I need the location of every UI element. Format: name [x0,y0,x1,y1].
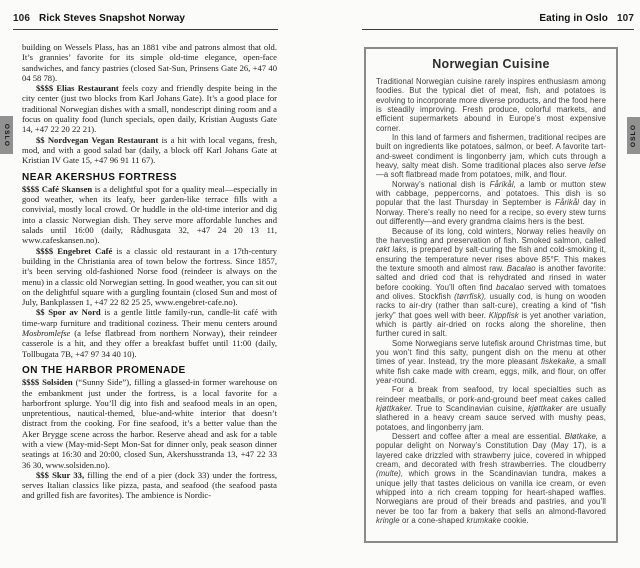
body-paragraph: Dessert and coffee after a meal are essential. Bløtkake, a popular delight on Norway’s Constitution Day (May 17), is a layered cake drizzled with strawberry juice, covered in whipped cream, and decorated with fresh strawberries. The cloudberry (multe), which grows in the Scandinavian tundra, makes a unique jelly that tastes delicious on vanilla ice cream, or even whipped into a rich cream topping for heart-shaped waffles. Norwegians are proud of their breads and pastries, and you’ll never be too far from a bakery that sells an almond-flavored kringle or a cone-shaped krumkake cookie. [376,432,606,526]
body-paragraph: $$ Nordvegan Vegan Restaurant is a hit with local vegans, fresh, mod, and with a good salad bar (daily, a block off Karl Johans Gate at Kristian IV Gate 15, +47 96 91 11 67). [22,134,278,166]
body-paragraph: Traditional Norwegian cuisine rarely inspires enthusiasm among foodies. But the typical diet of meat, fish, and potatoes is evolving to incorporate more diverse products, and the food here is steadily improving. Fresh produce, colorful markets, and efficient supermarkets abound in Europe’s most expensive corner. [376,77,606,133]
sidebar-body [376,77,606,526]
chapter-running-title: Eating in Oslo [539,13,608,24]
body-paragraph: $$$$ Café Skansen is a delightful spot for a quality meal—especially in good weather, when its leafy, beer garden-like terrace fills with a convivial, mostly local crowd. Or huddle in the old-time interior and dig into a classic Norwegian dish. They serve more affordable lunches and salads until 16:00 (daily, Rådhusgata 32, +47 24 20 13 11, www.cafeskansen.no). [22,183,277,246]
body-paragraph: $$ Spor av Nord is a gentle little family-run, candle-lit café with time-warp furniture and traditional coziness. Their menu centers around Mosbromlefse (a lefse flatbread from northern Norway), their reindeer casserole is a hit, and they offer a breakfast buffet until 11:00 (daily, Tollbugata 7B, +47 97 34 40 10). [22,307,277,359]
left-body-column [22,42,277,501]
page-header-right [362,13,634,30]
body-paragraph: Some Norwegians serve lutefisk around Christmas time, but you won’t find this salty, pungent dish on the menu at other times of year. Instead, try the more pleasant fiskekake, a small white fish cake made with cream, eggs, milk, and flour, on offer year-round. [376,338,606,385]
body-paragraph: $$$ Skur 33, filling the end of a pier (dock 33) under the fortress, serves Italian classics like pizza, pasta, and seafood (the seafood pasta and grilled fish are favorites). The ambience is Nordic- [22,469,277,501]
body-paragraph: Because of its long, cold winters, Norway relies heavily on the harvesting and preservation of fish. Smoked salmon, called røkt laks, is prepared by salt-curing the fish and cold-smoking it, ensuring the temperature never rises above 85°F. This makes the texture smooth and almost raw. Bacalao is another favorite: salted and dried cod that is rehydrated and rinsed in water before cooking. You’ll often find bacalao served with tomatoes and olives. Stockfish (tørrfisk), usually cod, is hung on wooden racks to air-dry (rather than salt-cure), creating a kind of “fish jerky” that goes well with beer. Klippfisk is yet another variation, which is partly air-dried on rocks along the shoreline, then further cured in salt. [376,226,606,339]
body-paragraph: $$$$ Elias Restaurant feels cozy and friendly despite being in the city center (just two blocks from Karl Johans Gate). It’s a good place for traditional Norwegian dishes with a small, nondescript dining room and a focus on quality food (lunch specials, open daily, Kristian Augusts Gate 14, +47 22 20 22 21). [22,83,277,135]
norwegian-cuisine-sidebar [364,47,618,543]
book-title: Rick Steves Snapshot Norway [39,13,186,24]
page-number-left: 106 [13,13,30,24]
body-paragraph: In this land of farmers and fishermen, traditional recipes are built on ingredients like potatoes, salmon, or beef. A favorite tart-and-sweet condiment is lingonberry jam, which cuts through a heavy, salty meat dish. Some traditional places also serve lefse—a soft flatbread made from potatoes, milk, and flour. [376,133,606,180]
chapter-tab-label-left: OSLO [3,123,10,147]
chapter-tab-label-right: OSLO [630,123,637,148]
page-header-left [13,13,278,30]
body-paragraph: $$$$ Engebret Café is a classic old restaurant in a 17th-century building in the Christiania area of town below the fortress. Since 1857, it’s been serving old-fashioned Norse food (reindeer is always on the menu) in a classic old Norwegian setting. In good weather, you can sit out on the delightful square with a gurgling fountain (closed Sun and most of July, Bankplassen 1, +47 22 82 25 25, www.engebret-cafe.no). [22,245,277,308]
body-paragraph: building on Wessels Plass, has an 1881 vibe and patrons almost that old. It’s grannies’ favorite for its simple old-time elegance, open-face sandwiches, and fancy pastries (closed Sat-Sun, Prinsens Gate 26, +47 40 04 58 78). [22,42,277,83]
page-number-right: 107 [617,13,634,24]
body-paragraph: Norway’s national dish is Fårikål, a lamb or mutton stew with cabbage, peppercorns, and potatoes. This dish is so popular that the last Thursday in September is Fårikål day in Norway. There’s really no need for a recipe, so every stew turns out differently—and every grandma claims hers is the best. [376,179,606,227]
chapter-tab-left [0,116,13,154]
page-right [320,0,640,568]
chapter-tab-right [627,117,640,154]
section-heading: ON THE HARBOR PROMENADE [22,364,186,376]
section-heading: NEAR AKERSHUS FORTRESS [22,171,178,183]
sidebar-title: Norwegian Cuisine [432,57,550,71]
body-paragraph: For a break from seafood, try local specialties such as reindeer meatballs, or pork-and-ground beef meat cakes called kjøttkaker. True to Scandinavian cuisine, kjøttkaker are usually slathered in a heavy cream sauce served with mushy peas, potatoes, and lingonberry jam. [376,385,606,432]
body-paragraph: $$$$ Solsiden (“Sunny Side”), filling a glassed-in former warehouse on the embankment just under the fortress, is a local favorite for a harborfront splurge. You’ll dig into fish and seafood meals in an open, unpretentious, nautical-themed, blue-and-white interior that doesn’t distract from the cooking. For fine seafood, it’s a better value than the Aker Brygge scene across the harbor. Reserve ahead and ask for a table with a view (May-mid-Sept Mon-Sat for dinner only, peak season dinner seatings at 16:30 and 20:00, closed Sun, Akershusstranda 13, +47 22 33 36 30, www.solsiden.no). [22,377,278,470]
